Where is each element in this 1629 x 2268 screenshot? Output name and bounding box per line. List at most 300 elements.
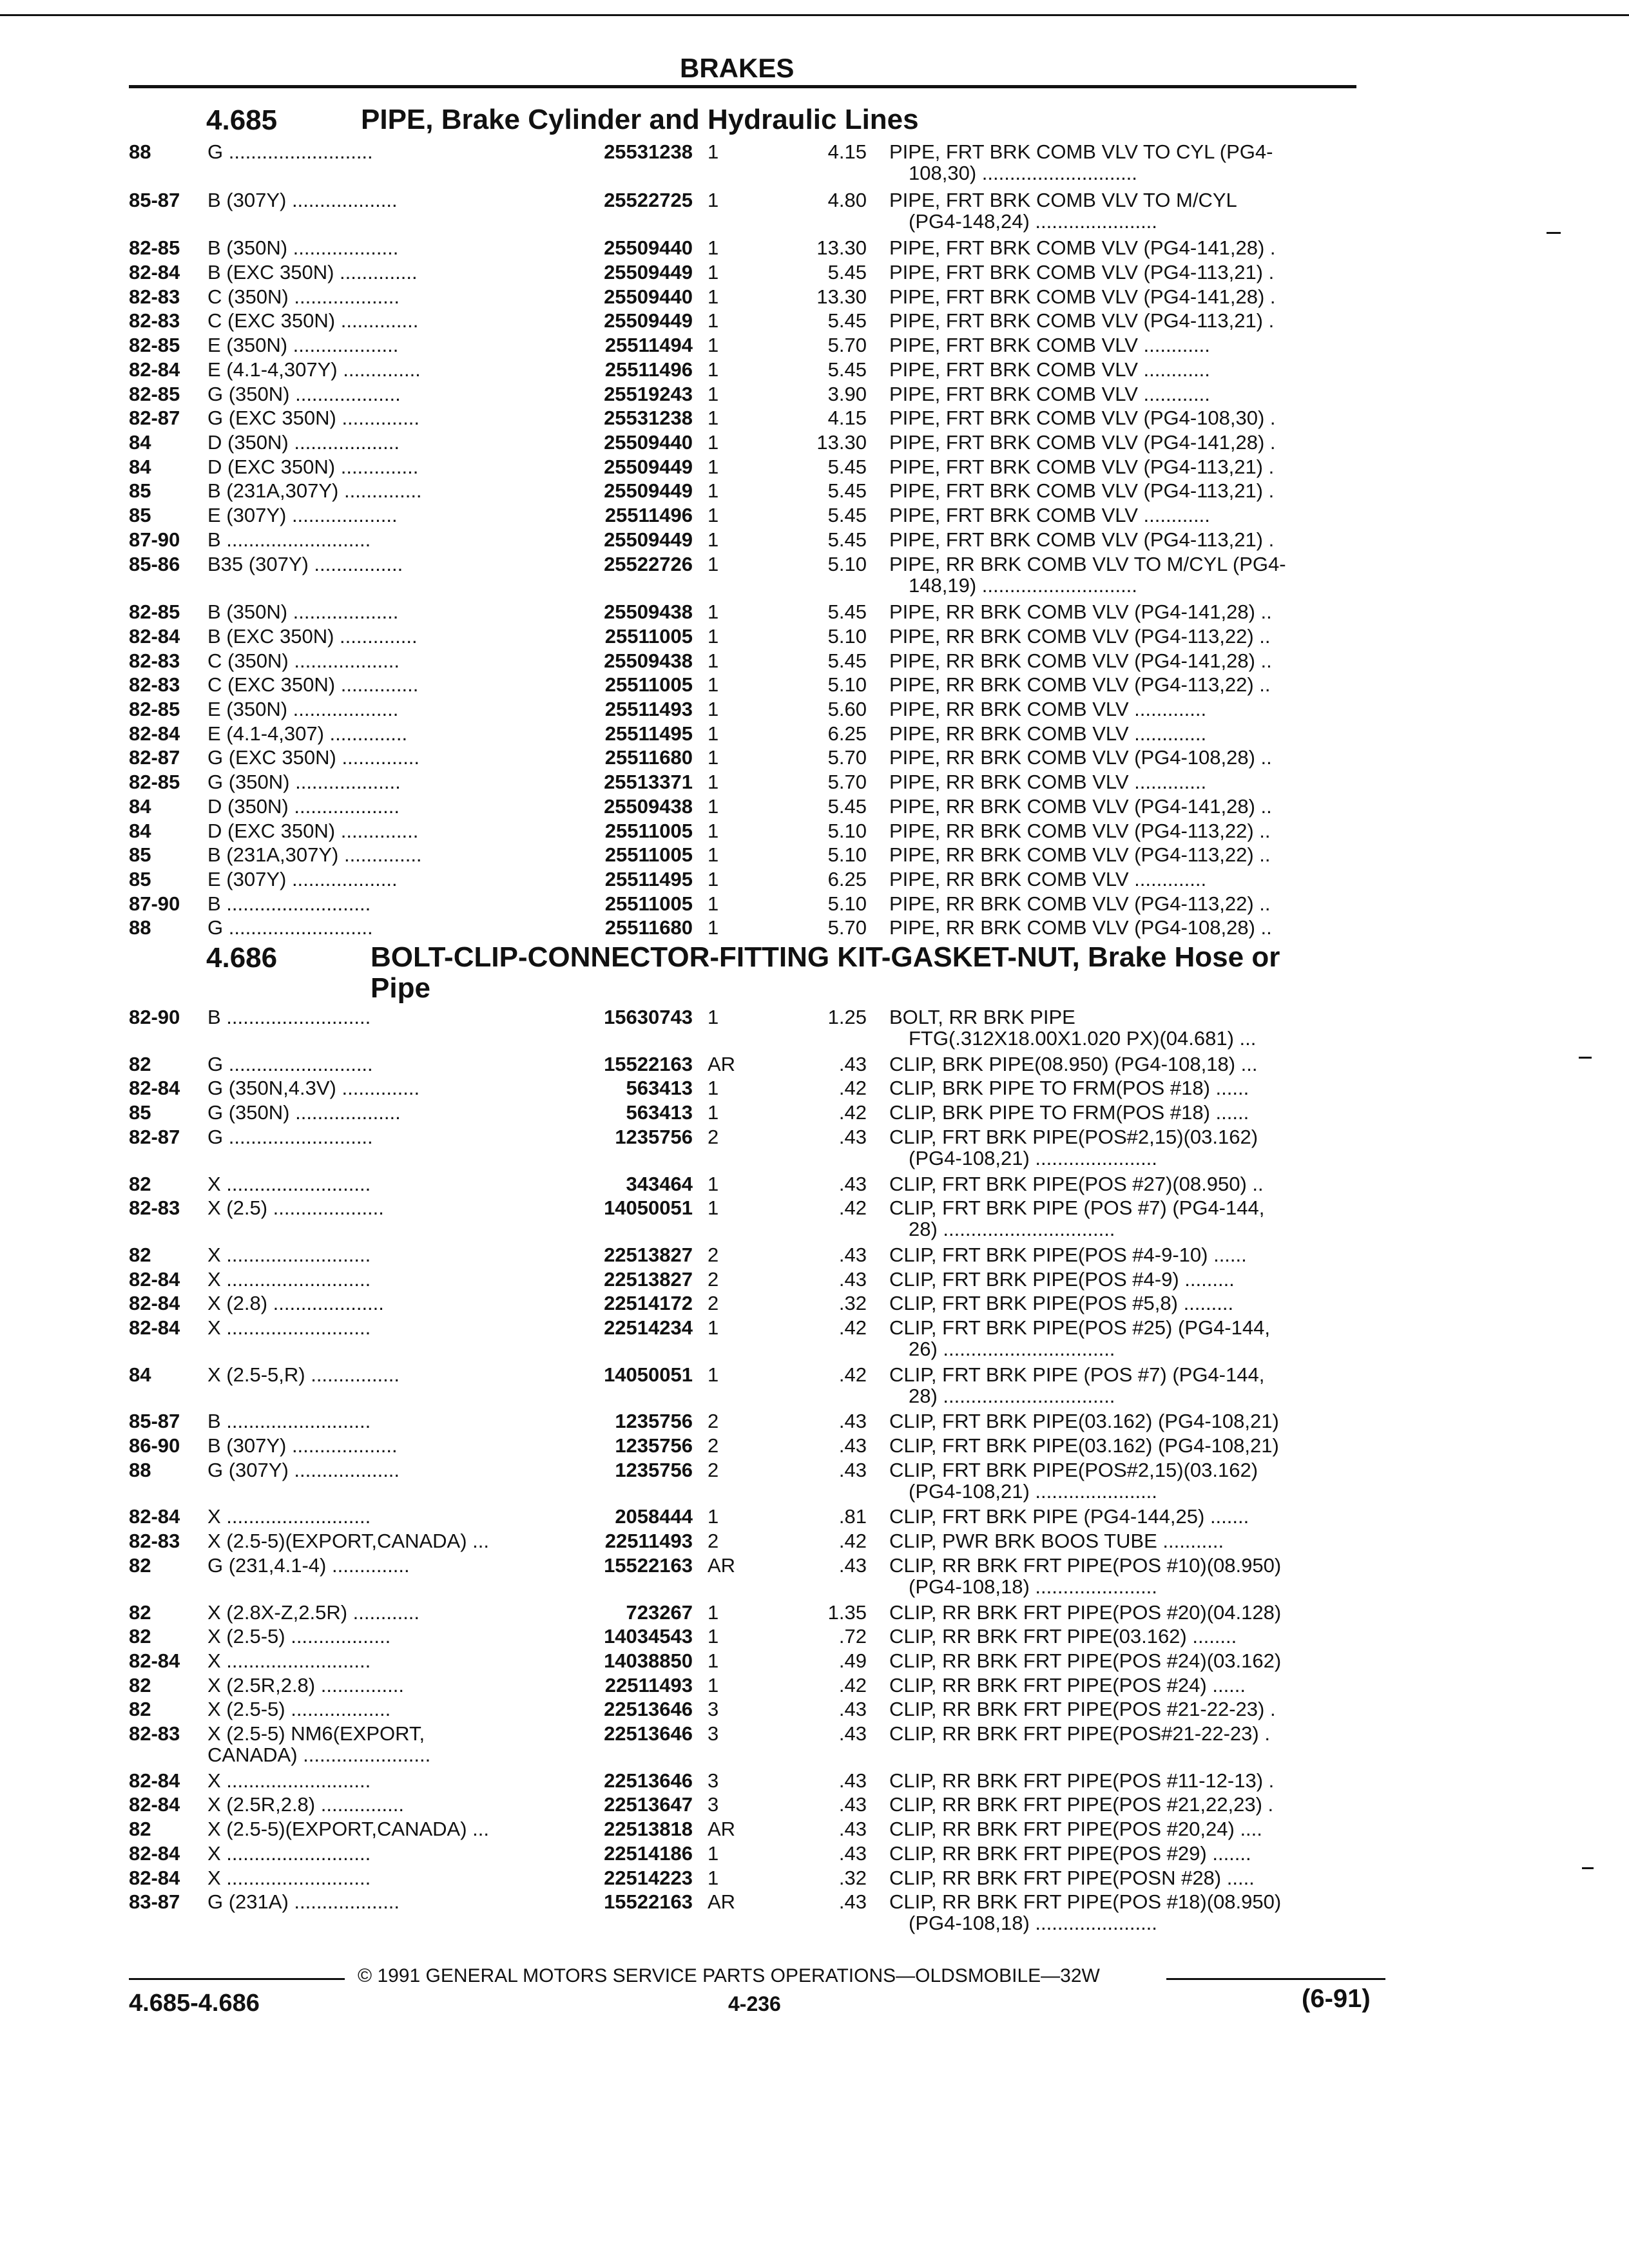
quantity: 1: [708, 309, 719, 332]
price: .42: [838, 1674, 867, 1696]
part-description: CLIP, RR BRK FRT PIPE(POS #20)(04.128): [889, 1601, 1282, 1624]
part-number: 22514223: [604, 1867, 693, 1889]
part-description: CLIP, FRT BRK PIPE (PG4-144,25) .......: [889, 1505, 1249, 1528]
part-number: 25511005: [604, 892, 693, 915]
quantity: 2: [708, 1268, 719, 1291]
quantity: AR: [708, 1554, 736, 1577]
model-years: 82-87: [129, 746, 180, 769]
quantity: 2: [708, 1126, 719, 1148]
part-description: PIPE, FRT BRK COMB VLV TO M/CYL: [889, 189, 1237, 211]
model-years: 82: [129, 1674, 151, 1696]
price: 6.25: [827, 868, 867, 890]
part-description: CLIP, RR BRK FRT PIPE(03.162) ........: [889, 1625, 1237, 1648]
footer-copyright: © 1991 GENERAL MOTORS SERVICE PARTS OPERATIONS—OLDSMOBILE—32W: [358, 1965, 1100, 1986]
price: .43: [838, 1244, 867, 1266]
part-description: PIPE, RR BRK COMB VLV (PG4-108,28) ..: [889, 746, 1272, 769]
page-header: BRAKES: [680, 53, 795, 83]
parts-row: [0, 1243, 1629, 1267]
parts-row: [0, 1624, 1629, 1649]
parts-row: [0, 697, 1629, 722]
margin-tick-right: [1582, 1867, 1594, 1869]
quantity: 2: [708, 1292, 719, 1314]
top-rule: [0, 14, 1629, 16]
quantity: 1: [708, 456, 719, 478]
parts-row: [0, 1076, 1629, 1100]
quantity: 1: [708, 334, 719, 356]
model-years: 82-87: [129, 407, 180, 429]
model-code: E (4.1-4,307) ..............: [207, 722, 408, 745]
model-code: G ..........................: [207, 140, 373, 163]
price: 13.30: [816, 285, 867, 308]
price: 5.10: [827, 625, 867, 648]
model-years: 84: [129, 431, 151, 454]
part-description: CLIP, BRK PIPE TO FRM(POS #18) ......: [889, 1101, 1249, 1124]
quantity: 1: [708, 479, 719, 502]
parts-row: [0, 1841, 1629, 1866]
part-number: 25509449: [604, 479, 693, 502]
model-years: 82-85: [129, 334, 180, 356]
model-code: C (350N) ...................: [207, 649, 400, 672]
quantity: 1: [708, 407, 719, 429]
price: 13.30: [816, 431, 867, 454]
part-description: PIPE, RR BRK COMB VLV (PG4-141,28) ..: [889, 795, 1272, 818]
quantity: AR: [708, 1053, 736, 1075]
price: 4.15: [827, 407, 867, 429]
part-number: 25511005: [604, 820, 693, 842]
quantity: AR: [708, 1890, 736, 1913]
model-code: G (350N,4.3V) ..............: [207, 1077, 420, 1099]
model-code: B (231A,307Y) ..............: [207, 843, 422, 866]
part-description: CLIP, FRT BRK PIPE(POS #4-9) .........: [889, 1268, 1235, 1291]
part-number: 2058444: [615, 1505, 693, 1528]
price: .43: [838, 1842, 867, 1865]
parts-row: [0, 1649, 1629, 1673]
model-code: E (350N) ...................: [207, 698, 399, 720]
part-number: 343464: [626, 1173, 693, 1195]
part-description: CLIP, FRT BRK PIPE(POS #5,8) .........: [889, 1292, 1234, 1314]
model-code: X (2.5R,2.8) ...............: [207, 1793, 404, 1816]
part-description-continued: 148,19) ............................: [909, 574, 1137, 597]
part-number: 25509449: [604, 456, 693, 478]
model-years: 82: [129, 1698, 151, 1720]
part-description: PIPE, RR BRK COMB VLV .............: [889, 698, 1207, 720]
model-code: B (EXC 350N) ..............: [207, 625, 418, 648]
model-code: B ..........................: [207, 1006, 371, 1028]
price: .43: [838, 1053, 867, 1075]
part-description: CLIP, RR BRK FRT PIPE(POS #18)(08.950): [889, 1890, 1282, 1913]
part-number: 14038850: [604, 1649, 693, 1672]
part-number: 25511496: [604, 504, 693, 526]
parts-row: [0, 1529, 1629, 1553]
model-years: 82-85: [129, 236, 180, 259]
model-code: G (EXC 350N) ..............: [207, 746, 420, 769]
part-description: CLIP, BRK PIPE TO FRM(POS #18) ......: [889, 1077, 1249, 1099]
price: 6.25: [827, 722, 867, 745]
part-description: PIPE, RR BRK COMB VLV .............: [889, 722, 1207, 745]
model-code: G (350N) ...................: [207, 1101, 401, 1124]
model-code: G ..........................: [207, 1126, 373, 1148]
part-description: CLIP, RR BRK FRT PIPE(POS #24) ......: [889, 1674, 1246, 1696]
quantity: 1: [708, 383, 719, 405]
quantity: 2: [708, 1530, 719, 1552]
part-description: PIPE, FRT BRK COMB VLV (PG4-141,28) .: [889, 285, 1276, 308]
parts-row: [0, 819, 1629, 843]
model-years: 82-83: [129, 649, 180, 672]
price: .43: [838, 1698, 867, 1720]
price: 1.35: [827, 1601, 867, 1624]
model-years: 82: [129, 1554, 151, 1577]
model-code: E (307Y) ...................: [207, 504, 398, 526]
quantity: 1: [708, 625, 719, 648]
quantity: AR: [708, 1818, 736, 1840]
price: .72: [838, 1625, 867, 1648]
model-years: 82-84: [129, 1505, 180, 1528]
section-title: [371, 942, 1280, 1004]
header-rule: [129, 85, 1356, 88]
price: .43: [838, 1126, 867, 1148]
model-code-continued: CANADA) .......................: [207, 1744, 431, 1766]
parts-row: [0, 794, 1629, 819]
model-code: E (307Y) ...................: [207, 868, 398, 890]
quantity: 3: [708, 1769, 719, 1792]
quantity: 1: [708, 1674, 719, 1696]
section-title: [361, 104, 919, 135]
model-years: 82-84: [129, 1077, 180, 1099]
part-number: 25531238: [604, 407, 693, 429]
parts-row: [0, 479, 1629, 503]
price: 13.30: [816, 236, 867, 259]
model-years: 85: [129, 868, 151, 890]
part-description: PIPE, RR BRK COMB VLV (PG4-141,28) ..: [889, 601, 1272, 623]
parts-row-continuation: [0, 1911, 1629, 1936]
part-number: 25513371: [604, 771, 693, 793]
model-code: C (EXC 350N) ..............: [207, 673, 419, 696]
price: 3.90: [827, 383, 867, 405]
model-years: 82-83: [129, 1196, 180, 1219]
parts-row: [0, 1769, 1629, 1793]
part-description: CLIP, RR BRK FRT PIPE(POS #20,24) ....: [889, 1818, 1262, 1840]
quantity: 1: [708, 358, 719, 381]
part-description: CLIP, PWR BRK BOOS TUBE ...........: [889, 1530, 1224, 1552]
part-description: PIPE, RR BRK COMB VLV .............: [889, 771, 1207, 793]
part-number: 25511493: [604, 698, 693, 720]
part-number: 25509440: [604, 431, 693, 454]
part-description: PIPE, FRT BRK COMB VLV ............: [889, 504, 1210, 526]
quantity: 1: [708, 916, 719, 939]
part-description: CLIP, FRT BRK PIPE (POS #7) (PG4-144,: [889, 1196, 1265, 1219]
footer-rule-left: [129, 1978, 345, 1980]
part-number: 25511005: [604, 673, 693, 696]
quantity: 1: [708, 1316, 719, 1339]
model-code: C (350N) ...................: [207, 285, 400, 308]
price: .43: [838, 1818, 867, 1840]
quantity: 1: [708, 722, 719, 745]
model-years: 82-83: [129, 673, 180, 696]
price: .43: [838, 1268, 867, 1291]
model-years: 82-84: [129, 1793, 180, 1816]
quantity: 1: [708, 528, 719, 551]
parts-row: [0, 382, 1629, 407]
model-years: 82: [129, 1625, 151, 1648]
quantity: 1: [708, 1077, 719, 1099]
part-number: 25509449: [604, 309, 693, 332]
parts-row: [0, 1291, 1629, 1316]
parts-row: [0, 358, 1629, 382]
part-description: CLIP, FRT BRK PIPE(POS#2,15)(03.162): [889, 1459, 1258, 1481]
model-years: 82-83: [129, 285, 180, 308]
quantity: 1: [708, 771, 719, 793]
model-years: 83-87: [129, 1890, 180, 1913]
parts-row: [0, 1697, 1629, 1722]
model-code: X (2.5) ....................: [207, 1196, 384, 1219]
model-code: E (350N) ...................: [207, 334, 399, 356]
model-years: 82-87: [129, 1126, 180, 1148]
part-number: 25509440: [604, 285, 693, 308]
model-years: 84: [129, 795, 151, 818]
model-years: 82: [129, 1173, 151, 1195]
part-number: 1235756: [615, 1410, 693, 1432]
parts-row: [0, 309, 1629, 333]
part-number: 25509438: [604, 649, 693, 672]
model-code: G ..........................: [207, 916, 373, 939]
parts-row: [0, 1817, 1629, 1841]
model-years: 85-87: [129, 1410, 180, 1432]
parts-row-continuation: [0, 1146, 1629, 1171]
quantity: 1: [708, 1867, 719, 1889]
model-code: X (2.5-5)(EXPORT,CANADA) ...: [207, 1818, 489, 1840]
quantity: 1: [708, 843, 719, 866]
model-years: 88: [129, 916, 151, 939]
model-code: D (EXC 350N) ..............: [207, 820, 419, 842]
price: 5.45: [827, 601, 867, 623]
parts-row-continuation: [0, 1479, 1629, 1504]
price: 5.45: [827, 456, 867, 478]
part-description-continued: (PG4-148,24) ......................: [909, 210, 1157, 233]
price: .43: [838, 1793, 867, 1816]
part-number: 14050051: [604, 1196, 693, 1219]
part-number: 25511494: [604, 334, 693, 356]
model-years: 82-84: [129, 1316, 180, 1339]
price: 5.45: [827, 504, 867, 526]
model-code: X (2.5-5)(EXPORT,CANADA) ...: [207, 1530, 489, 1552]
parts-row: [0, 1866, 1629, 1890]
model-years: 86-90: [129, 1434, 180, 1457]
parts-row: [0, 528, 1629, 552]
price: 5.45: [827, 358, 867, 381]
price: 5.70: [827, 916, 867, 939]
part-number: 22513818: [604, 1818, 693, 1840]
parts-row-continuation: [0, 1384, 1629, 1408]
quantity: 3: [708, 1793, 719, 1816]
part-number: 25511495: [604, 722, 693, 745]
model-years: 82-84: [129, 1292, 180, 1314]
part-number: 22514172: [604, 1292, 693, 1314]
part-description: PIPE, FRT BRK COMB VLV (PG4-113,21) .: [889, 456, 1275, 478]
part-description-continued: 108,30) ............................: [909, 162, 1137, 184]
quantity: 1: [708, 553, 719, 575]
parts-row: [0, 1409, 1629, 1434]
part-number: 563413: [626, 1101, 693, 1124]
parts-row-continuation: [0, 573, 1629, 598]
price: 4.80: [827, 189, 867, 211]
parts-row: [0, 455, 1629, 479]
part-number: 22513646: [604, 1698, 693, 1720]
model-code: B ..........................: [207, 528, 371, 551]
quantity: 1: [708, 1842, 719, 1865]
parts-row: [0, 649, 1629, 673]
quantity: 1: [708, 431, 719, 454]
price: 5.45: [827, 479, 867, 502]
quantity: 1: [708, 1363, 719, 1386]
model-code: B ..........................: [207, 892, 371, 915]
part-description: PIPE, FRT BRK COMB VLV (PG4-113,21) .: [889, 261, 1275, 284]
price: .32: [838, 1867, 867, 1889]
part-description: PIPE, FRT BRK COMB VLV ............: [889, 358, 1210, 381]
footer-section-range: 4.685-4.686: [129, 1990, 260, 2017]
model-years: 87-90: [129, 528, 180, 551]
price: .42: [838, 1196, 867, 1219]
model-years: 82-85: [129, 601, 180, 623]
quantity: 1: [708, 1649, 719, 1672]
part-description: CLIP, RR BRK FRT PIPE(POS #24)(03.162): [889, 1649, 1282, 1672]
part-number: 25522726: [604, 553, 693, 575]
parts-row-continuation: [0, 1217, 1629, 1242]
part-description: CLIP, FRT BRK PIPE(03.162) (PG4-108,21): [889, 1410, 1279, 1432]
section-title-line: Pipe: [371, 972, 430, 1004]
model-years: 84: [129, 1363, 151, 1386]
part-description-continued: 26) ...............................: [909, 1338, 1115, 1360]
part-number: 22514234: [604, 1316, 693, 1339]
quantity: 1: [708, 189, 719, 211]
part-number: 22514186: [604, 1842, 693, 1865]
model-years: 82-83: [129, 1722, 180, 1745]
model-code: E (4.1-4,307Y) ..............: [207, 358, 421, 381]
parts-row: [0, 1172, 1629, 1196]
parts-row: [0, 1434, 1629, 1458]
part-description: CLIP, RR BRK FRT PIPE(POS #21-22-23) .: [889, 1698, 1276, 1720]
parts-row: [0, 333, 1629, 358]
model-code: B ..........................: [207, 1410, 371, 1432]
model-years: 84: [129, 820, 151, 842]
price: 4.15: [827, 140, 867, 163]
part-description: CLIP, RR BRK FRT PIPE(POS #29) .......: [889, 1842, 1251, 1865]
price: 5.70: [827, 334, 867, 356]
part-description: CLIP, BRK PIPE(08.950) (PG4-108,18) ...: [889, 1053, 1258, 1075]
parts-row-continuation: [0, 1743, 1629, 1767]
part-description: PIPE, FRT BRK COMB VLV TO CYL (PG4-: [889, 140, 1273, 163]
price: 5.10: [827, 673, 867, 696]
model-years: 82-84: [129, 1268, 180, 1291]
parts-row: [0, 430, 1629, 455]
quantity: 1: [708, 140, 719, 163]
model-code: X (2.5-5) ..................: [207, 1625, 391, 1648]
price: 5.10: [827, 820, 867, 842]
model-code: X (2.8) ....................: [207, 1292, 384, 1314]
part-number: 25511680: [604, 746, 693, 769]
part-number: 22513646: [604, 1722, 693, 1745]
part-number: 22513827: [604, 1268, 693, 1291]
model-code: B (EXC 350N) ..............: [207, 261, 418, 284]
model-code: X ..........................: [207, 1649, 371, 1672]
price: 5.45: [827, 649, 867, 672]
part-number: 25509438: [604, 601, 693, 623]
part-number: 15522163: [604, 1890, 693, 1913]
part-number: 25511495: [604, 868, 693, 890]
model-years: 85: [129, 1101, 151, 1124]
model-code: X ..........................: [207, 1769, 371, 1792]
price: 5.45: [827, 309, 867, 332]
model-code: G ..........................: [207, 1053, 373, 1075]
price: .32: [838, 1292, 867, 1314]
model-code: X ..........................: [207, 1842, 371, 1865]
part-description: PIPE, RR BRK COMB VLV .............: [889, 868, 1207, 890]
part-description: PIPE, FRT BRK COMB VLV (PG4-113,21) .: [889, 528, 1275, 551]
price: .42: [838, 1316, 867, 1339]
model-code: X ..........................: [207, 1244, 371, 1266]
section-title-line: BOLT-CLIP-CONNECTOR-FITTING KIT-GASKET-NUT, Brake Hose or: [371, 941, 1280, 973]
model-years: 82: [129, 1601, 151, 1624]
model-years: 82-85: [129, 771, 180, 793]
price: 5.60: [827, 698, 867, 720]
price: .81: [838, 1505, 867, 1528]
part-description: PIPE, RR BRK COMB VLV TO M/CYL (PG4-: [889, 553, 1286, 575]
part-number: 14050051: [604, 1363, 693, 1386]
model-years: 82-84: [129, 1867, 180, 1889]
quantity: 1: [708, 1601, 719, 1624]
quantity: 3: [708, 1722, 719, 1745]
quantity: 1: [708, 285, 719, 308]
part-number: 25509449: [604, 528, 693, 551]
model-code: D (350N) ...................: [207, 795, 400, 818]
part-description: CLIP, FRT BRK PIPE(POS #25) (PG4-144,: [889, 1316, 1270, 1339]
part-description: PIPE, RR BRK COMB VLV (PG4-141,28) ..: [889, 649, 1272, 672]
model-years: 87-90: [129, 892, 180, 915]
model-years: 82: [129, 1818, 151, 1840]
part-description: PIPE, FRT BRK COMB VLV (PG4-113,21) .: [889, 309, 1275, 332]
part-number: 1235756: [615, 1459, 693, 1481]
quantity: 1: [708, 1625, 719, 1648]
quantity: 1: [708, 649, 719, 672]
model-years: 82-84: [129, 1842, 180, 1865]
price: .42: [838, 1530, 867, 1552]
part-description: CLIP, FRT BRK PIPE(POS#2,15)(03.162): [889, 1126, 1258, 1148]
model-years: 82-84: [129, 358, 180, 381]
margin-tick-right: [1579, 1057, 1592, 1059]
quantity: 1: [708, 868, 719, 890]
model-code: G (350N) ...................: [207, 383, 401, 405]
quantity: 1: [708, 1196, 719, 1219]
quantity: 1: [708, 1173, 719, 1195]
parts-row: [0, 673, 1629, 697]
parts-row: [0, 1267, 1629, 1292]
price: 5.10: [827, 553, 867, 575]
model-code: G (231A) ...................: [207, 1890, 400, 1913]
parts-row: [0, 1792, 1629, 1817]
model-code: X ..........................: [207, 1173, 371, 1195]
parts-row: [0, 406, 1629, 430]
parts-row: [0, 892, 1629, 916]
parts-row-continuation: [0, 1575, 1629, 1599]
part-description-continued: FTG(.312X18.00X1.020 PX)(04.681) ...: [909, 1027, 1257, 1050]
price: .43: [838, 1173, 867, 1195]
part-number: 22511493: [604, 1674, 693, 1696]
model-years: 88: [129, 140, 151, 163]
part-number: 15522163: [604, 1053, 693, 1075]
model-code: D (350N) ...................: [207, 431, 400, 454]
part-number: 563413: [626, 1077, 693, 1099]
part-description: PIPE, FRT BRK COMB VLV (PG4-141,28) .: [889, 431, 1276, 454]
part-description: PIPE, FRT BRK COMB VLV (PG4-141,28) .: [889, 236, 1276, 259]
